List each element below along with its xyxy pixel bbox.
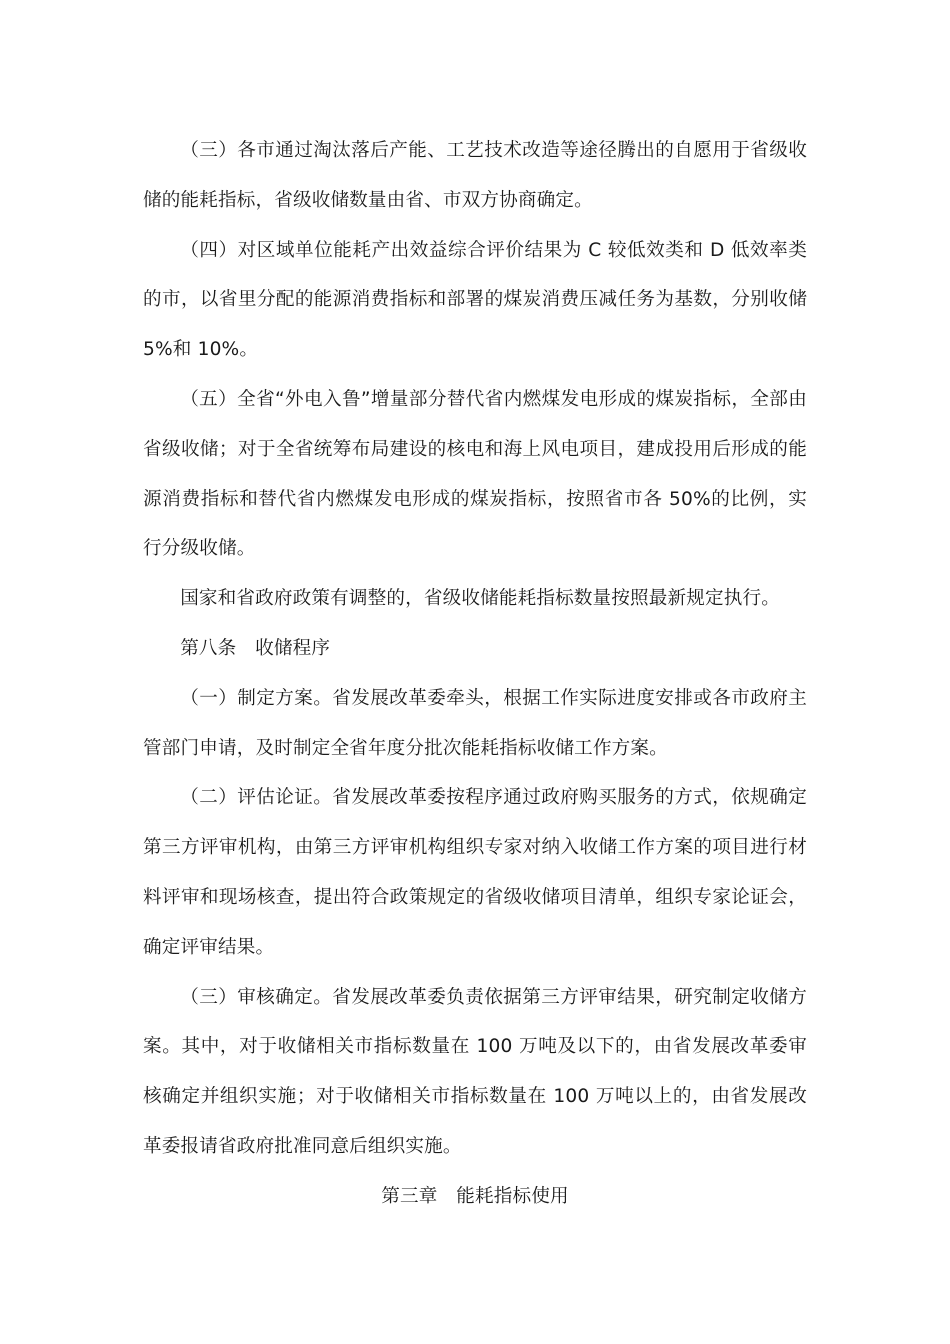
procedure-step-2: （二）评估论证。省发展改革委按程序通过政府购买服务的方式，依规确定第三方评审机构，由第三方评审机构组织专家对纳入收储工作方案的项目进行材料评审和现场核查，提出符合政策规定的省级收储项目清单，组织专家论证会，确定评审结果。 (143, 787, 807, 958)
paragraph-item-3: （三）各市通过淘汰落后产能、工艺技术改造等途径腾出的自愿用于省级收储的能耗指标，省级收储数量由省、市双方协商确定。 (143, 140, 807, 211)
paragraph-item-4: （四）对区域单位能耗产出效益综合评价结果为 C 较低效类和 D 低效率类的市，以省里分配的能源消费指标和部署的煤炭消费压减任务为基数，分别收储 5%和 10%。 (143, 239, 807, 361)
article-8-heading: 第八条 收储程序 (180, 637, 331, 659)
document-body (143, 126, 807, 1222)
paragraph-item-5: （五）全省“外电入鲁”增量部分替代省内燃煤发电形成的煤炭指标，全部由省级收储；对于全省统筹布局建设的核电和海上风电项目，建成投用后形成的能源消费指标和替代省内燃煤发电形成的煤炭指标，按照省市各 50%的比例，实行分级收储。 (143, 388, 807, 560)
procedure-step-1: （一）制定方案。省发展改革委牵头，根据工作实际进度安排或各市政府主管部门申请，及时制定全省年度分批次能耗指标收储工作方案。 (143, 687, 807, 759)
procedure-step-3: （三）审核确定。省发展改革委负责依据第三方评审结果，研究制定收储方案。其中，对于收储相关市指标数量在 100 万吨及以下的，由省发展改革委审核确定并组织实施；对于收储相关市指标数量在 100 万吨以上的，由省发展改革委报请省政府批准同意后组织实施。 (143, 986, 807, 1157)
chapter-3-heading: 第三章 能耗指标使用 (381, 1185, 569, 1207)
paragraph-policy-adjustment: 国家和省政府政策有调整的，省级收储能耗指标数量按照最新规定执行。 (180, 588, 780, 610)
